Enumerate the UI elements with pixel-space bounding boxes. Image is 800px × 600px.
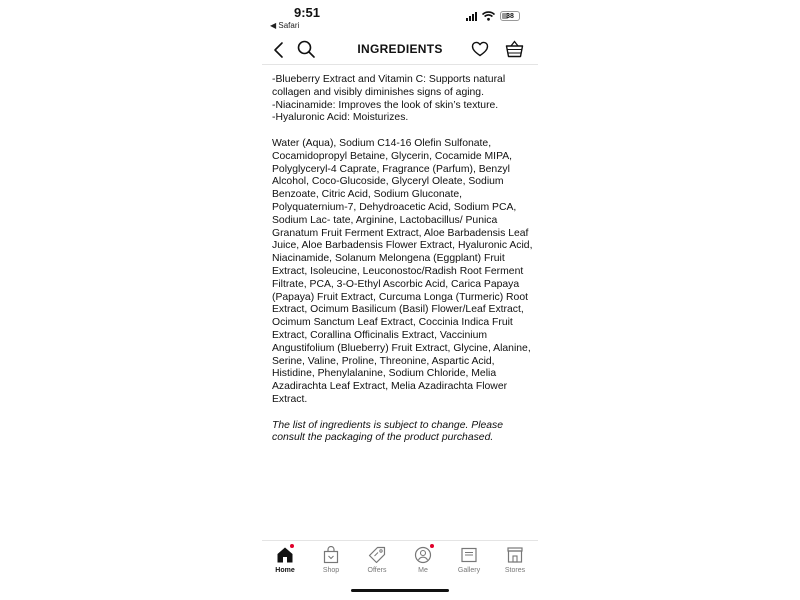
gallery-icon: [460, 546, 478, 564]
benefit-item: -Niacinamide: Improves the look of skin’s texture.: [272, 99, 499, 111]
home-icon: [276, 546, 294, 564]
home-indicator[interactable]: [351, 589, 449, 592]
heart-icon[interactable]: [471, 40, 489, 58]
benefit-item: -Blueberry Extract and Vitamin C: Supports natural collagen and visibly diminishes signs of aging.: [272, 74, 506, 98]
tab-gallery[interactable]: [446, 541, 492, 581]
ingredients-list: Water (Aqua), Sodium C14-16 Olefin Sulfonate, Cocamidopropyl Betaine, Glycerin, Cocamide MIPA, Polyglyceryl-4 Caprate, Fragrance (Parfum), Benzyl Alcohol, Coco-Glucoside, Glyceryl Oleate, Sodium Benzoate, Citric Acid, Sodium Gluconate, Polyquaternium-7, Dehydroacetic Acid, Sodium PCA, Sodium Lac- tate, Arginine, Lactobacillus/ Punica Granatum Fruit Ferment Extract, Aloe Barbadensis Leaf Juice, Aloe Barbadensis Flower Extract, Hyaluronic Acid, Niacinamide, Solanum Melongena (Eggplant) Fruit Extract, Isoleucine, Leuconostoc/Radish Root Ferment Filtrate, PCA, 3-O-Ethyl Ascorbic Acid, Carica Papaya (Papaya) Fruit Extract, Curcuma Longa (Turmeric) Root Extract, Ocimum Basilicum (Basil) Flower/Leaf Extract, Ocimum Sanctum Leaf Extract, Coccinia Indica Fruit Extract, Corallina Officinalis Extract, Vaccinium Angustifolium (Blueberry) Fruit Extract, Glycine, Alanine, Serine, Valine, Proline, Threonine, Aspartic Acid, Histidine, Phenylalanine, Sodium Chloride, Melia Azadirachta Leaf Extract, Melia Azadirachta Flower Extract.: [272, 137, 533, 405]
cellular-signal-icon: [466, 12, 477, 21]
store-icon: [506, 546, 524, 564]
status-time: 9:51: [294, 5, 321, 20]
header-bar: [262, 36, 538, 65]
tab-me[interactable]: [400, 541, 446, 581]
back-to-safari-link[interactable]: ◀ Safari: [270, 21, 300, 30]
tab-label: Me: [418, 567, 428, 574]
wifi-icon: [482, 11, 495, 21]
ingredients-content: [272, 74, 534, 445]
tag-icon: [368, 546, 386, 564]
tab-offers[interactable]: [354, 541, 400, 581]
status-icons: [466, 11, 520, 21]
page-title: INGREDIENTS: [357, 42, 443, 56]
bottom-tab-bar: [262, 540, 538, 581]
benefits-list: [272, 74, 534, 125]
tab-label: Offers: [367, 567, 387, 574]
tab-home[interactable]: [262, 541, 308, 581]
tab-stores[interactable]: [492, 541, 538, 581]
profile-icon: [414, 546, 432, 564]
home-notification-dot: [290, 544, 294, 548]
phone-screen: [262, 0, 538, 600]
me-notification-dot: [430, 544, 434, 548]
tab-label: Shop: [322, 567, 340, 574]
tab-label: Stores: [504, 567, 526, 574]
basket-icon[interactable]: [505, 39, 524, 59]
disclaimer-text: The list of ingredients is subject to change. Please consult the packaging of the product purchased.: [272, 419, 504, 444]
tab-label: Gallery: [457, 567, 481, 574]
battery-level: 38: [506, 12, 514, 20]
benefit-item: -Hyaluronic Acid: Moisturizes.: [272, 112, 409, 124]
tab-label: Home: [275, 567, 295, 574]
battery-icon: [500, 11, 520, 21]
tab-shop[interactable]: [308, 541, 354, 581]
shopping-bag-icon: [322, 546, 340, 564]
